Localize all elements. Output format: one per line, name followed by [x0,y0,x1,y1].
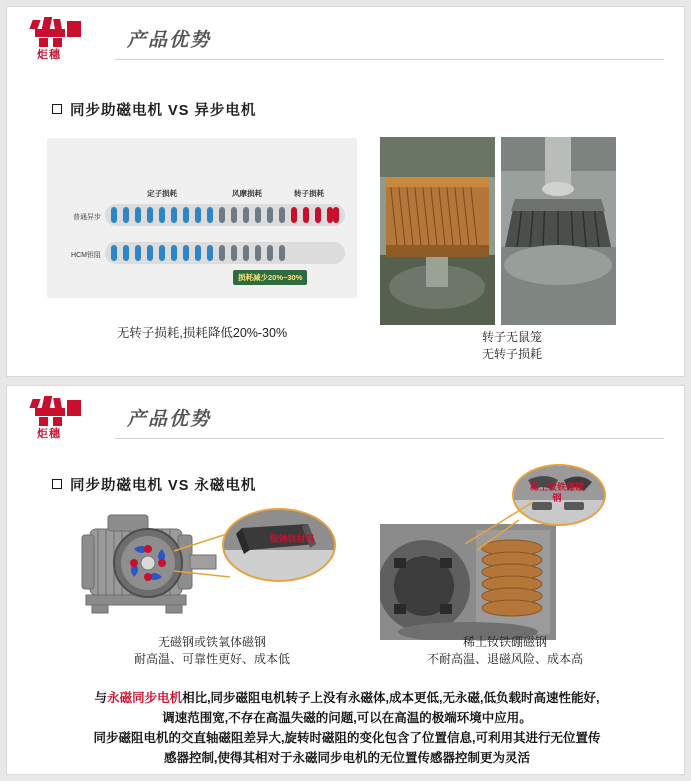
conclusion-paragraph [37,688,657,768]
paragraph-1-c: 相比,同步磁阻电机转子上没有永磁体,成本更低,无永磁,低负载时高速性能好, [182,691,600,705]
callout-right-line1: 稀土钕铁硼磁 [529,482,584,492]
slide1-section-title [52,99,256,120]
company-logo-2 [29,396,87,440]
slide-product-advantage-pm [6,385,685,775]
logo-text-2: 炬穗 [37,428,61,440]
caption-right-line2: 不耐高温、退磁风险、成本高 [426,652,583,666]
chart-caption: 无转子损耗,损耗降低20%-30% [116,326,288,340]
slide2-section-title [52,474,256,495]
paragraph-line-1 [37,688,657,708]
chart-annotation-badge: 损耗减少20%~30% [233,270,307,285]
loss-comparison-chart [47,138,357,298]
bullet-square-icon-2 [52,479,62,489]
slide1-header [7,7,684,69]
callout-left-label: 极锈铁材料 [269,534,315,544]
photo-rotor-laminations [501,137,616,325]
photo-caption-rotor [427,329,597,363]
slide2-header-divider [115,438,664,439]
paragraph-1-highlight: 永磁同步电机 [107,691,183,705]
photo-caption-line2: 无转子损耗 [481,347,542,361]
paragraph-line-4: 感器控制,使得其相对于永磁同步电机的无位置传感器控制更为灵活 [164,751,530,765]
chart-column-label-windage: 风摩损耗 [232,189,262,198]
callout-right-line2: 钢 [552,493,562,503]
caption-left-line1: 无磁钢或铁氧体磁钢 [157,635,266,649]
chart-bar-row-async [105,204,345,226]
chart-bar-row-hcm [105,242,345,264]
photo-rotor-winding [380,137,495,325]
slide1-header-divider [115,59,664,60]
caption-right-line1: 稀土钕铁硼磁钢 [462,635,547,649]
slide1-section-title-text: 同步助磁电机 VS 异步电机 [70,103,257,119]
paragraph-line-3: 同步磁阻电机的交直轴磁阻差异大,旋转时磁阻的变化包含了位置信息,可利用其进行无位置传 [93,731,601,745]
slide2-header [7,386,684,448]
paragraph-1-a: 与 [94,691,108,705]
logo-mark-icon-2 [29,396,87,426]
bullet-square-icon [52,104,62,114]
chart-column-label-stator: 定子损耗 [147,189,177,198]
slide1-title: 产品优势 [127,30,212,51]
chart-column-label-rotor: 转子损耗 [294,189,324,198]
logo-mark-icon [29,17,87,47]
chart-row-label-async: 普通异步 [73,214,101,221]
caption-right-block [380,634,630,668]
paragraph-line-2: 调速范围宽,不存在高温失磁的问题,可以在高温的极端环境中应用。 [162,711,532,725]
logo-text: 炬穗 [37,49,61,61]
slide-product-advantage-async [6,6,685,377]
caption-left-line2: 耐高温、可靠性更好、成本低 [133,652,290,666]
slide2-section-title-text: 同步助磁电机 VS 永磁电机 [70,478,257,494]
slide2-title: 产品优势 [127,409,212,430]
callout-ferrite-material [222,508,336,582]
callout-right-leader [437,498,547,558]
company-logo [29,17,87,61]
chart-row-label-hcm: HCM钽阻 [71,252,101,259]
photo-caption-line1: 转子无鼠笼 [481,330,542,344]
caption-left-block [67,634,357,668]
